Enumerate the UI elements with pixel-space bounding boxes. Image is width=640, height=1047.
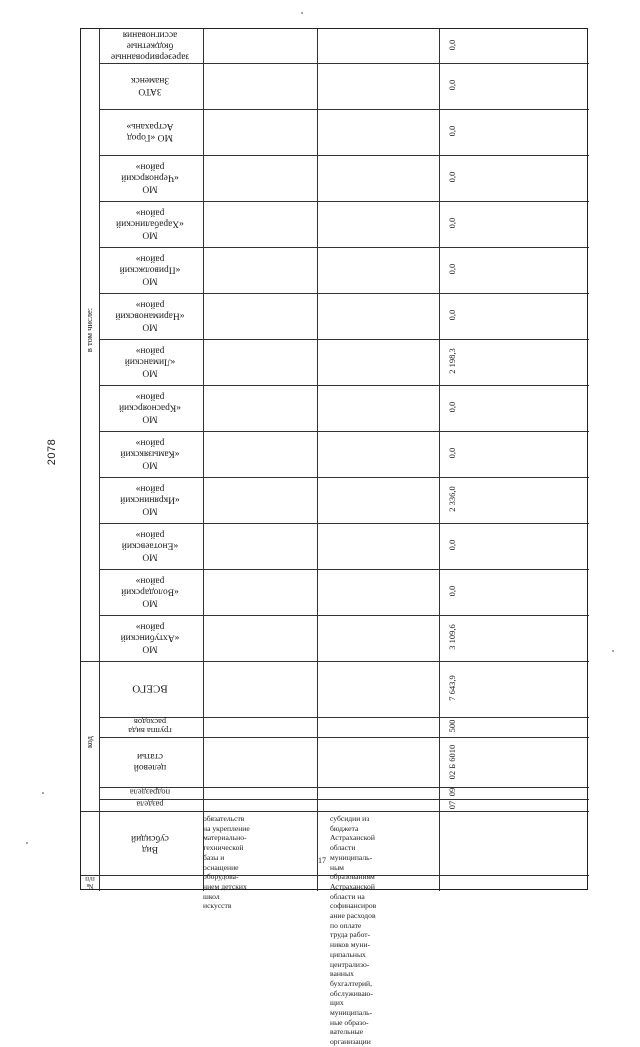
header-type: Вид субсидий [131,833,169,854]
value-narimanovsky: 0,0 [447,309,457,321]
value-kamyzyaksky: 0,0 [447,447,457,459]
value-kharabalinsky: 0,0 [447,217,457,229]
row16-description: обязательств на укрепление материально- технической базы и оснащение оборудова- нием детских школ искусств [203,814,250,911]
header-kamyzyaksky: МО «Камызякский район» [120,437,180,470]
header-narimanovsky: МО «Наримановский район» [115,299,185,332]
value-expense-group: 500 [447,719,457,733]
header-section: раздела [136,799,164,810]
header-krasnoyarsky: МО «Красноярский район» [118,391,182,424]
header-target: целевой статьи [133,751,167,772]
value-privolzhsky: 0,0 [447,263,457,275]
value-akhtubinsky: 3 109,6 [447,624,457,650]
value-ikryaninsky: 2 336,0 [447,486,457,512]
header-volodarsky: МО «Володарский район» [121,575,179,608]
scan-speck [301,12,303,14]
header-astrakhan: МО «Город Астрахань» [126,121,174,142]
value-subsection: 09 [447,787,457,797]
header-num: № п/п [85,875,95,890]
header-subsection: подраздела [129,787,171,798]
value-chernoyarsky: 0,0 [447,171,457,183]
row17-number: 17 [318,856,326,865]
header-expense-group: группа вида расходов [128,717,172,736]
value-enotaevsky: 0,0 [447,539,457,551]
value-volodarsky: 0,0 [447,585,457,597]
value-astrakhan: 0,0 [447,125,457,137]
header-reserved: зарезервированные бюджетные ассигнования [110,29,190,62]
value-total: 7 643,9 [447,675,457,701]
header-kharabalinsky: МО «Харабалинский район» [116,207,184,240]
header-zato: ЗАТО Знаменск [130,75,170,96]
header-limansky: МО «Лиманский район» [124,345,176,378]
header-chernoyarsky: МО «Черноярский район» [121,161,179,194]
scan-speck [26,842,28,844]
scan-speck [42,792,44,794]
value-limansky: 2 198,3 [447,348,457,374]
header-privolzhsky: МО «Приволжский район» [119,253,181,286]
row17-description: субсидии из бюджета Астраханской области муниципаль- ным образованиям Астраханской области на софинансиров ание расходов по оплате труда работ- ников муни- ципальных централизо- ванных бухгалтерий, обслуживаю- щих муниципаль- ные образо- вательные организации [330,814,377,1047]
header-total: ВСЕГО [132,682,168,695]
header-ikryaninsky: МО «Икрянинский район» [120,483,180,516]
code-label: код [84,735,94,749]
header-enotaevsky: МО «Енотаевский район» [121,529,179,562]
header-akhtubinsky: МО «Ахтубинский район» [120,621,180,654]
scan-speck [612,650,614,652]
value-zato: 0,0 [447,79,457,91]
value-target: 02 Б 6010 [447,744,457,780]
value-section: 07 [447,800,457,810]
page-number: 2078 [46,438,58,466]
including-label: в том числе: [84,307,94,353]
value-krasnoyarsky: 0,0 [447,401,457,413]
value-reserved: 0,0 [447,39,457,51]
